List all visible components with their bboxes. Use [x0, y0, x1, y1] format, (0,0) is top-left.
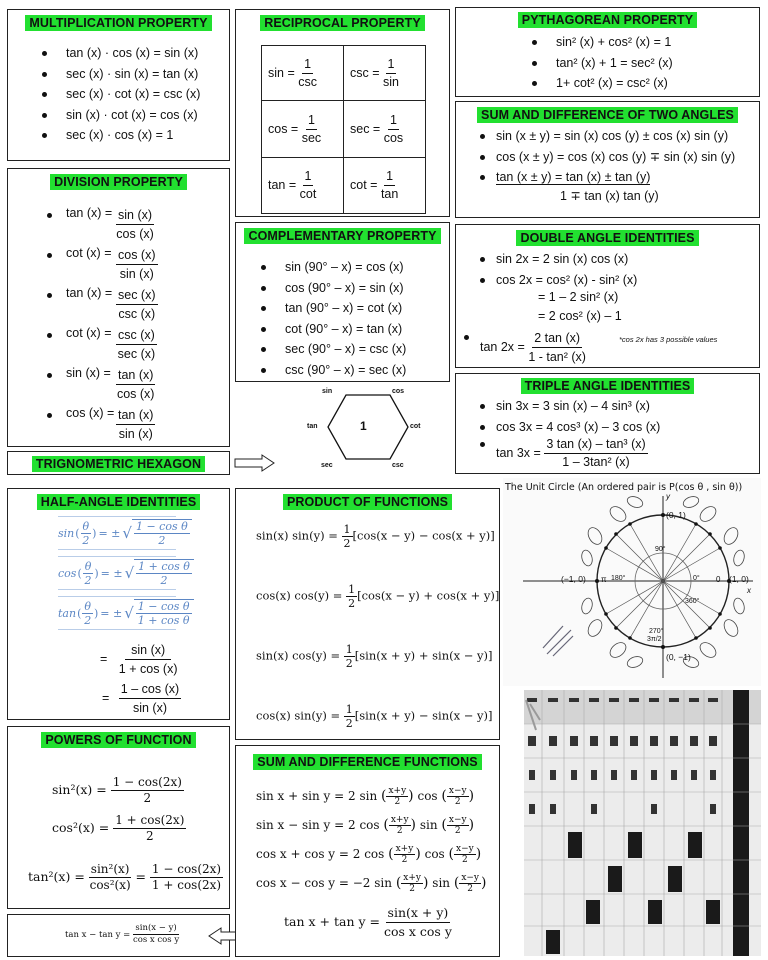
reciprocal-cell: sin = $\frac{1}{\csc}$ — [262, 46, 344, 101]
division-title: DIVISION PROPERTY — [50, 174, 187, 190]
unit-point-bottom: (0, −1) — [666, 652, 691, 662]
hexagon-label-csc: csc — [392, 462, 404, 469]
list-item: sin (x ± y) = sin (x) cos (y) ± cos (x) sin (y) — [496, 126, 735, 147]
list-item: sin 2x = 2 sin (x) cos (x) — [496, 249, 637, 270]
sum-difference-formula: cos x + cos y = 2 cos ( $\frac{x+y}{2}$ ) cos ( $\frac{x-y}{2}$ ) — [256, 844, 482, 865]
list-item: tan (x ± y) = tan (x) ± tan (y) — [496, 167, 735, 188]
reciprocal-cell: cot = $\frac{1}{\tan}$ — [344, 158, 426, 214]
sum-difference-formula: sin x + sin y = 2 sin ( $\frac{x+y}{2}$ ) cos ( $\frac{x-y}{2}$ ) — [256, 786, 475, 807]
half-angle-alt-2: = $\frac{1 - \cos (x)}{\sin (x)}$ — [102, 682, 180, 715]
list-item: cos 2x = cos² (x) - sin² (x) — [496, 270, 637, 291]
hexagon-center: 1 — [360, 419, 367, 433]
list-item: tan (90° – x) = cot (x) — [285, 298, 406, 319]
list-item: 1+ cot² (x) = csc² (x) — [556, 73, 673, 94]
sum-difference-formula: cos x − cos y = −2 sin ( $\frac{x+y}{2}$ ) sin ( $\frac{x-y}{2}$ ) — [256, 873, 487, 894]
unit-point-top: (0, 1) — [666, 510, 686, 520]
reciprocal-property-box — [235, 9, 450, 217]
unit-circle-image — [503, 478, 761, 686]
axis-y-label: y — [666, 492, 670, 501]
double-angle-box — [455, 224, 760, 368]
unit-circle-diagram — [503, 478, 761, 686]
half-angle-box — [7, 488, 230, 720]
product-functions-box — [235, 488, 500, 740]
degree-180: 180° — [611, 575, 626, 582]
multiplication-property-box — [7, 9, 230, 161]
half-angle-tan-formula: tan ( $\frac{\theta}{2}$ ) = ± √ $\frac{\text{1 − cos θ}}{\text{1 + cos θ}}$ — [58, 596, 176, 630]
list-item: tan² (x) + 1 = sec² (x) — [556, 53, 673, 74]
sum-difference-list — [496, 126, 735, 188]
hexagon-title: TRIGNOMETRIC HEXAGON — [32, 456, 205, 472]
tan-triple-angle: tan 3x = $\frac{\text{3 tan (x) – tan³ (x)}}{\text{1 – 3tan² (x)}}$ — [496, 436, 648, 471]
degree-360: 360° — [685, 598, 700, 605]
degree-90: 90° — [655, 546, 666, 553]
triple-angle-box — [455, 373, 760, 474]
hexagon-label-sin: sin — [322, 388, 333, 395]
double-angle-title: DOUBLE ANGLE IDENTITIES — [516, 230, 698, 246]
product-title: PRODUCT OF FUNCTIONS — [283, 494, 452, 510]
degree-0: 0° — [693, 575, 700, 582]
unit-circle-title: The Unit Circle (An ordered pair is P(cos θ , sin θ)) — [505, 482, 743, 493]
sin-squared-formula: sin²(x) = $\frac{1 - \cos(2x)}{2}$ — [52, 775, 182, 805]
hexagon-label-cot: cot — [410, 423, 421, 430]
multiplication-title: MULTIPLICATION PROPERTY — [25, 15, 211, 31]
hexagon-label-sec: sec — [321, 462, 333, 469]
tan-sum-denominator: 1 ∓ tan (x) tan (y) — [560, 189, 659, 203]
triple-angle-list — [496, 396, 660, 437]
triple-angle-title: TRIPLE ANGLE IDENTITIES — [521, 378, 695, 394]
list-item: sin (x) · cot (x) = cos (x) — [66, 105, 200, 126]
complementary-title: COMPLEMENTARY PROPERTY — [244, 228, 440, 244]
half-angle-title: HALF-ANGLE IDENTITIES — [37, 494, 201, 510]
list-item: sin 3x = 3 sin (x) – 4 sin³ (x) — [496, 396, 660, 417]
product-formula: cos(x) sin(y) = $\frac{1}{2}$ [sin(x + y) − sin(x − y)] — [256, 703, 493, 730]
sum-difference-formula: sin x − sin y = 2 cos ( $\frac{x+y}{2}$ ) sin ( $\frac{x-y}{2}$ ) — [256, 815, 475, 836]
powers-function-box — [7, 726, 230, 909]
sum-difference-functions-title: SUM AND DIFFERENCE FUNCTIONS — [253, 754, 481, 770]
hexagon-title-box — [7, 451, 230, 475]
hexagon-label-tan: tan — [307, 423, 318, 430]
sum-difference-functions-box — [235, 745, 500, 957]
unit-point-right: (1, 0) — [729, 574, 749, 584]
tan-double-angle: tan 2x = $\frac{2 \tan (x)}{\text{1 - tan² (x)}}$ — [480, 329, 586, 366]
reciprocal-title: RECIPROCAL PROPERTY — [260, 15, 425, 31]
tan-difference-formula: tan x − tan y = $\frac{\sin(x - y)}{\text{cos x cos y}}$ — [65, 923, 180, 945]
list-item: sec (x) · sin (x) = tan (x) — [66, 64, 200, 85]
complementary-list — [285, 257, 406, 380]
reciprocal-table — [261, 45, 426, 214]
radian-pi: π — [601, 575, 607, 584]
list-item: cos 3x = 4 cos³ (x) – 3 cos (x) — [496, 417, 660, 438]
list-item: csc (90° – x) = sec (x) — [285, 360, 406, 381]
double-angle-note: *cos 2x has 3 possible values — [619, 335, 718, 344]
powers-title: POWERS OF FUNCTION — [41, 732, 195, 748]
double-angle-line: = 2 cos² (x) – 1 — [538, 309, 622, 323]
reciprocal-cell: sec = $\frac{1}{\cos}$ — [344, 101, 426, 158]
hexagon-label-cos: cos — [392, 388, 405, 395]
list-item: sec (90° – x) = csc (x) — [285, 339, 406, 360]
degree-270: 270° — [649, 628, 664, 635]
sum-difference-title: SUM AND DIFFERENCE OF TWO ANGLES — [477, 107, 738, 123]
product-formula: sin(x) cos(y) = $\frac{1}{2}$ [sin(x + y) + sin(x − y)] — [256, 643, 493, 670]
reciprocal-cell: cos = $\frac{1}{\sec}$ — [262, 101, 344, 158]
axis-x-label: x — [747, 586, 751, 595]
tan-squared-formula: tan²(x) = $\frac{\text{sin²(x)}}{\text{cos²(x)}}$ = $\frac{1 - \cos(2x)}{1 + \cos(2x)}$ — [28, 862, 222, 892]
double-angle-line: = 1 – 2 sin² (x) — [538, 290, 619, 304]
pythagorean-property-box — [455, 7, 760, 97]
product-formula: cos(x) cos(y) = $\frac{1}{2}$ [cos(x − y) + cos(x + y)] — [256, 583, 500, 610]
tan-difference-box — [7, 914, 230, 957]
reciprocal-cell: tan = $\frac{1}{\cot}$ — [262, 158, 344, 214]
list-item: tan (x) · cos (x) = sin (x) — [66, 43, 200, 64]
list-item: sec (x) · cos (x) = 1 — [66, 125, 200, 146]
division-property-box: DIVISION PROPERTY tan (x) = $\frac{\sin (x)}{\cos (x)}$ cot (x) = $\frac{\cos (x)}{\sin (x)}$ tan (x) = sec (x) csc (x) cot (x) = csc (x) sec (x) sin (x) = $\frac{\tan (x)}{\cos (x)}$ cos (x) = $\frac{\tan (x)}{\sin (x)}$ — [7, 168, 230, 447]
tan-sum-formula: tan x + tan y = $\frac{\sin(x + y)}{\text{cos x cos y}}$ — [284, 905, 452, 939]
pythagorean-title: PYTHAGOREAN PROPERTY — [518, 12, 697, 28]
radian-zero: 0 — [716, 575, 721, 584]
right-arrow-icon — [234, 454, 276, 472]
half-angle-alt-1: = $\frac{\sin (x)}{1 + \cos (x)}$ — [100, 643, 178, 676]
unit-point-left: (−1, 0) — [561, 574, 586, 584]
list-item: cos (x ± y) = cos (x) cos (y) ∓ sin (x) sin (y) — [496, 147, 735, 168]
cos-squared-formula: cos²(x) = $\frac{1 + \cos(2x)}{2}$ — [52, 813, 185, 843]
trig-values-table-image — [524, 690, 761, 956]
complementary-property-box — [235, 222, 450, 382]
multiplication-list — [66, 43, 200, 146]
product-formula: sin(x) sin(y) = $\frac{1}{2}$ [cos(x − y) − cos(x + y)] — [256, 523, 495, 550]
list-item: sin² (x) + cos² (x) = 1 — [556, 32, 673, 53]
list-item: cos (90° – x) = sin (x) — [285, 278, 406, 299]
double-angle-list — [496, 249, 637, 290]
list-item: sin (90° – x) = cos (x) — [285, 257, 406, 278]
sum-difference-angles-box — [455, 101, 760, 218]
radian-3pi2: 3π/2 — [647, 636, 662, 643]
half-angle-sin-formula: sin ( $\frac{\theta}{2}$ ) = ± √ $\frac{\text{1 − cos θ}}{2}$ — [58, 516, 176, 550]
list-item: sec (x) · cot (x) = csc (x) — [66, 84, 200, 105]
reciprocal-cell: csc = $\frac{1}{\sin}$ — [344, 46, 426, 101]
pythagorean-list — [556, 32, 673, 94]
list-item: cot (90° – x) = tan (x) — [285, 319, 406, 340]
half-angle-cos-formula: cos ( $\frac{\theta}{2}$ ) = ± √ $\frac{\text{1 + cos θ}}{2}$ — [58, 556, 176, 590]
